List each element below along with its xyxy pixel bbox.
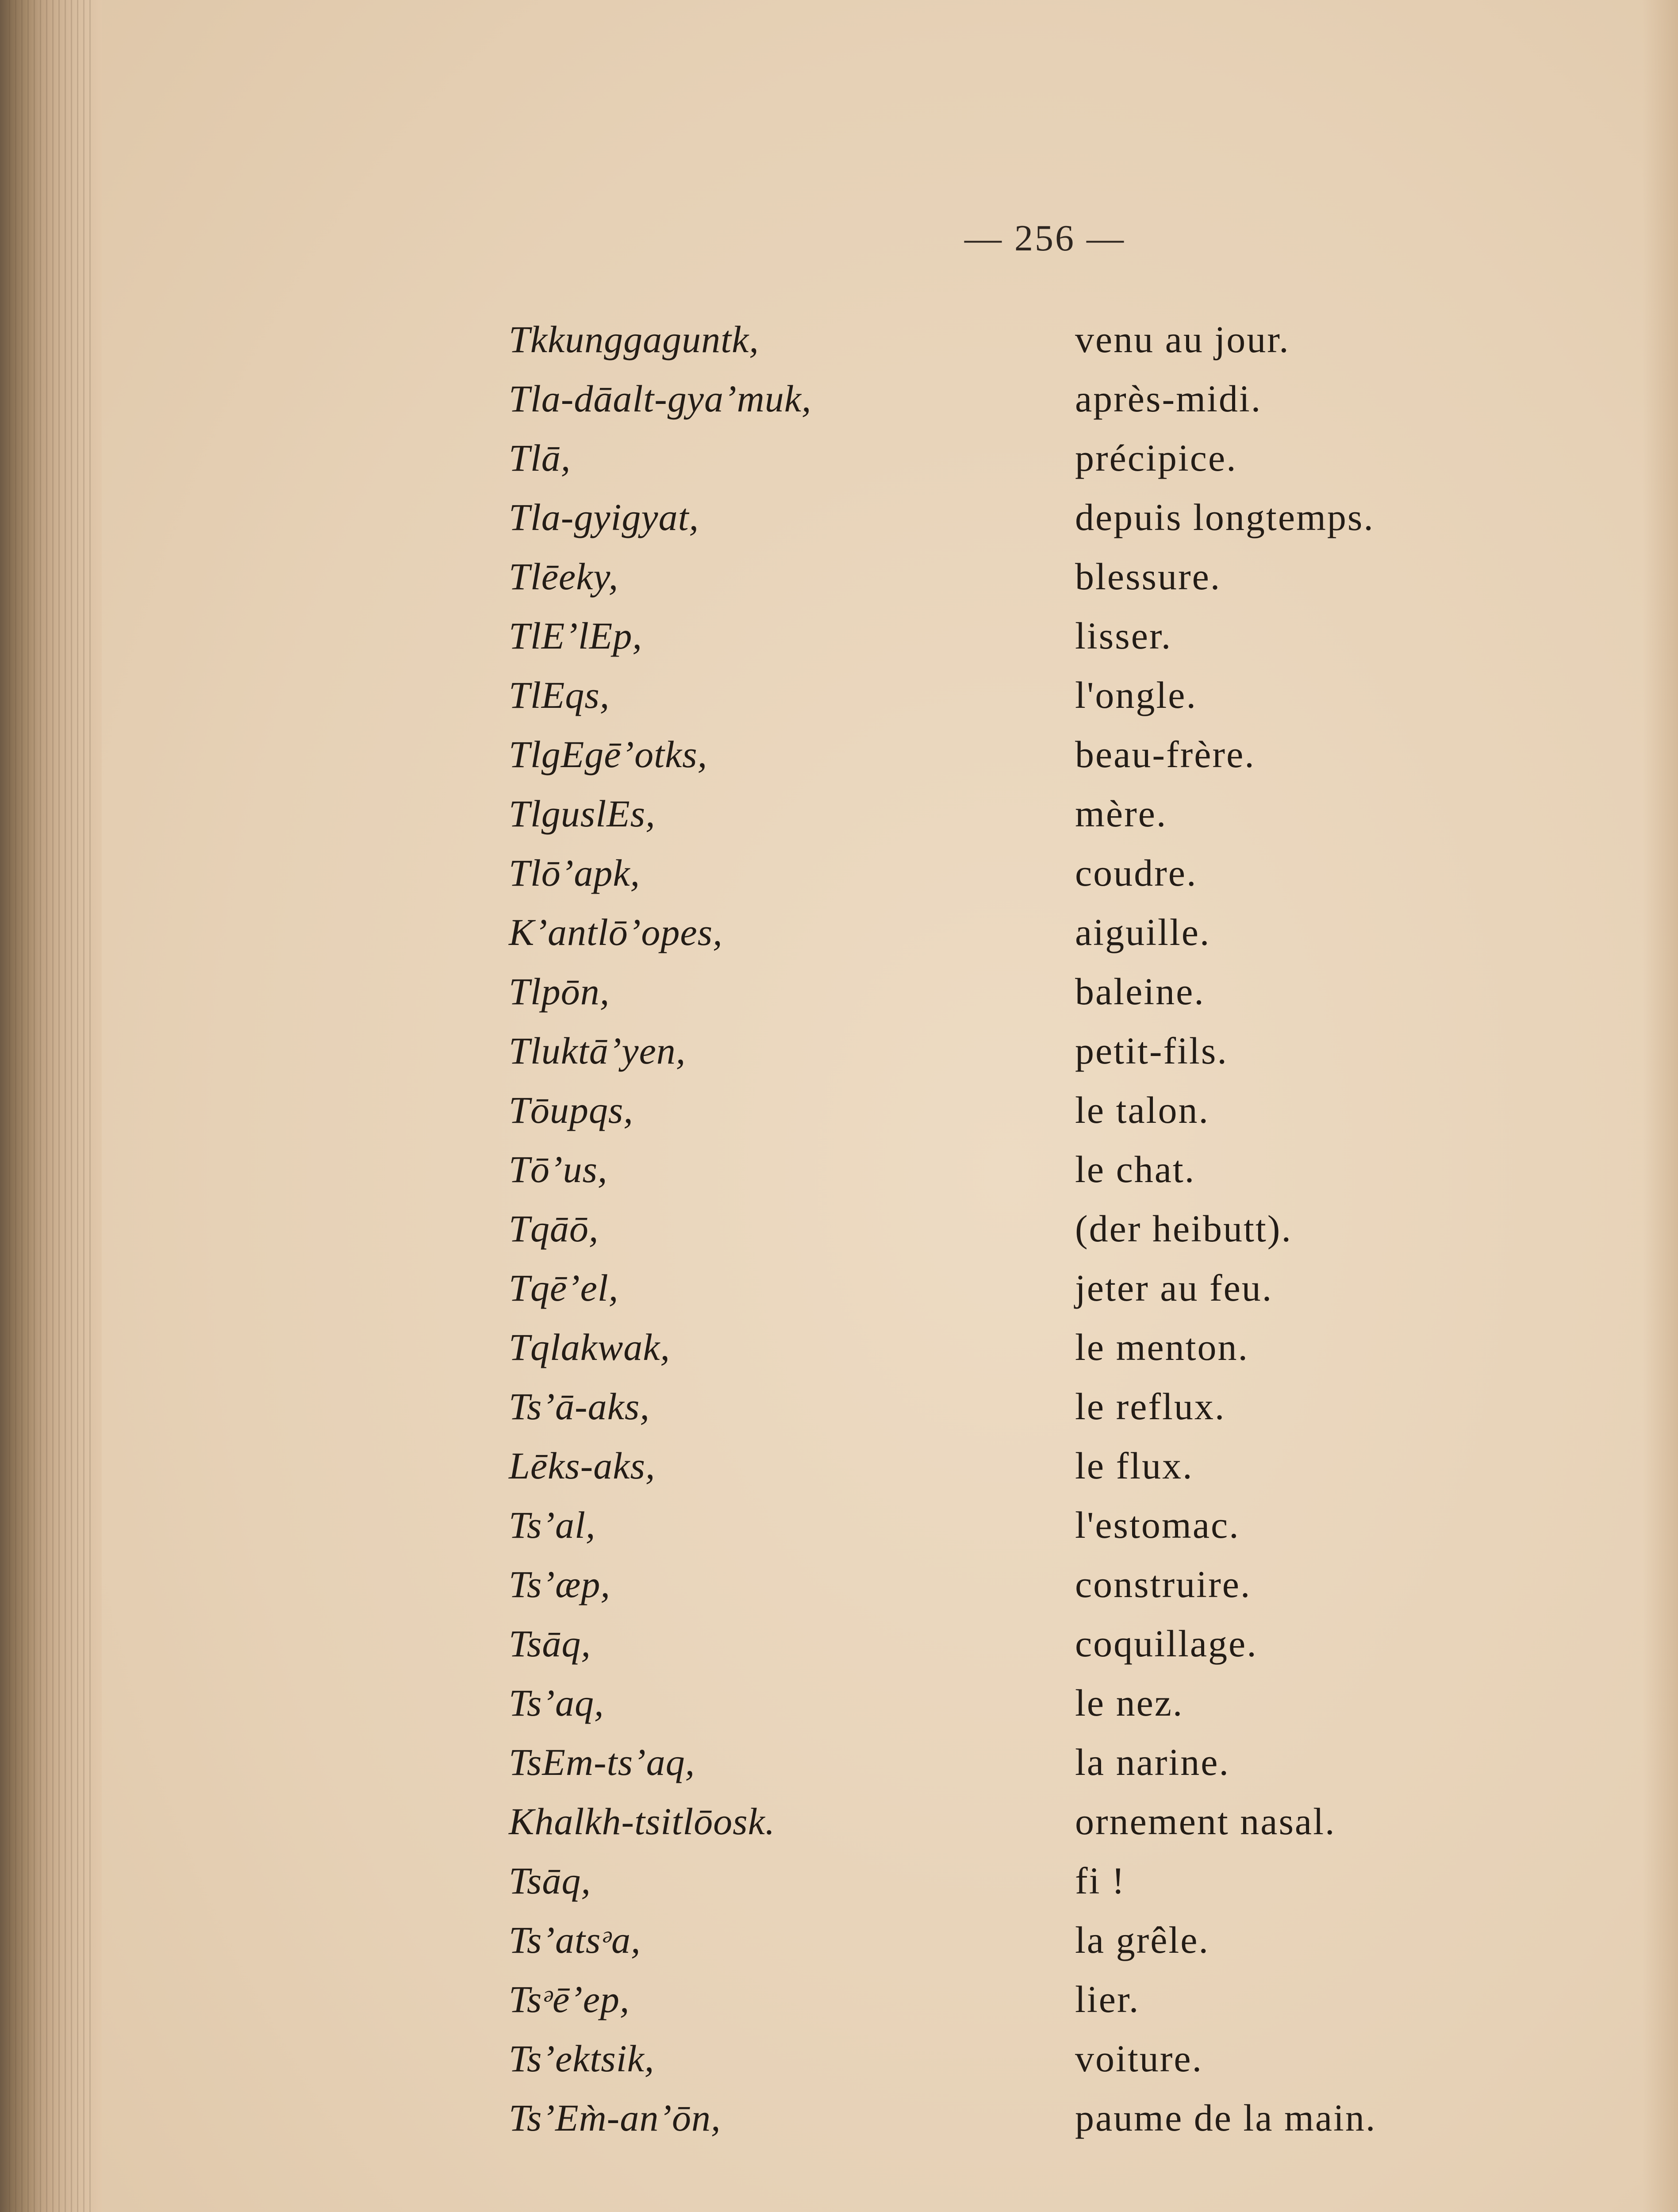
entry-gloss: le nez.	[1075, 1682, 1184, 1724]
entry-term: TsʼEm̀-anʼōn,	[509, 2097, 721, 2139]
entry-term: Tkkunggaguntk,	[509, 318, 759, 361]
vocabulary-entry	[509, 665, 1570, 725]
vocabulary-entry	[509, 2029, 1570, 2088]
entry-gloss: petit-fils.	[1075, 1029, 1228, 1072]
vocabulary-entry	[509, 1080, 1570, 1140]
entry-term: Tsᵊēʼep,	[509, 1978, 630, 2020]
vocabulary-entry	[509, 1258, 1570, 1317]
entry-gloss: fi !	[1075, 1859, 1126, 1902]
page-number: — 256 —	[964, 218, 1125, 259]
entry-gloss: lisser.	[1075, 614, 1172, 657]
entry-term: TlguslEs,	[509, 792, 656, 835]
vocabulary-entry	[509, 1436, 1570, 1495]
entry-gloss: après-midi.	[1075, 377, 1262, 420]
entry-term: Tlpōn,	[509, 970, 610, 1013]
vocabulary-entry	[509, 962, 1570, 1021]
vocabulary-entry	[509, 784, 1570, 843]
vocabulary-entry	[509, 1732, 1570, 1792]
vocabulary-entry	[509, 1555, 1570, 1614]
vocabulary-entry	[509, 902, 1570, 962]
vocabulary-list	[509, 310, 1570, 2147]
entry-term: Tsʼal,	[509, 1504, 596, 1546]
vocabulary-entry	[509, 310, 1570, 369]
vocabulary-entry	[509, 1851, 1570, 1910]
entry-gloss: beau-frère.	[1075, 733, 1256, 776]
entry-gloss: aiguille.	[1075, 911, 1211, 953]
entry-gloss: le flux.	[1075, 1444, 1194, 1487]
entry-term: TlgEgēʼotks,	[509, 733, 708, 776]
entry-term: Lēks-aks,	[509, 1444, 656, 1487]
entry-term: Tlēeky,	[509, 555, 619, 598]
entry-term: Tsāq,	[509, 1859, 591, 1902]
entry-term: Tsʼektsik,	[509, 2037, 655, 2080]
entry-term: Khalkh-tsitlōosk.	[509, 1800, 776, 1843]
vocabulary-entry	[509, 428, 1570, 488]
entry-term: Tsʼaq,	[509, 1682, 604, 1724]
entry-gloss: ornement nasal.	[1075, 1800, 1336, 1843]
entry-term: Tsʼæp,	[509, 1563, 611, 1605]
entry-gloss: paume de la main.	[1075, 2097, 1377, 2139]
vocabulary-entry	[509, 606, 1570, 665]
entry-gloss: l'ongle.	[1075, 674, 1197, 716]
entry-term: Tsʼā-aks,	[509, 1385, 650, 1428]
entry-gloss: l'estomac.	[1075, 1504, 1240, 1546]
entry-gloss: précipice.	[1075, 437, 1237, 479]
vocabulary-entry	[509, 1377, 1570, 1436]
entry-term: Tlōʼapk,	[509, 852, 641, 894]
entry-term: Tlā,	[509, 437, 571, 479]
entry-term: Tqlakwak,	[509, 1326, 670, 1368]
vocabulary-entry	[509, 1317, 1570, 1377]
entry-term: Tōupqs,	[509, 1089, 634, 1131]
vocabulary-entry	[509, 1970, 1570, 2029]
entry-gloss: coudre.	[1075, 852, 1198, 894]
entry-term: TsEm-tsʼaq,	[509, 1741, 695, 1783]
entry-term: Tqēʼel,	[509, 1267, 619, 1309]
vocabulary-entry	[509, 1140, 1570, 1199]
entry-gloss: jeter au feu.	[1075, 1267, 1273, 1309]
entry-gloss: baleine.	[1075, 970, 1205, 1013]
entry-gloss: blessure.	[1075, 555, 1221, 598]
entry-term: Tluktāʼyen,	[509, 1029, 686, 1072]
entry-term: Tla-gyigyat,	[509, 496, 699, 538]
entry-gloss: la grêle.	[1075, 1919, 1210, 1961]
entry-gloss: le chat.	[1075, 1148, 1196, 1190]
entry-gloss: le reflux.	[1075, 1385, 1226, 1428]
page-edges	[9, 0, 93, 2212]
entry-term: TlEʼlEp,	[509, 614, 642, 657]
vocabulary-entry	[509, 488, 1570, 547]
entry-gloss: le menton.	[1075, 1326, 1249, 1368]
vocabulary-entry	[509, 1199, 1570, 1258]
entry-gloss: venu au jour.	[1075, 318, 1290, 361]
vocabulary-entry	[509, 1495, 1570, 1555]
entry-term: Tla-dāalt-gyaʼmuk,	[509, 377, 812, 420]
entry-term: Tōʼus,	[509, 1148, 608, 1190]
entry-gloss: mère.	[1075, 792, 1167, 835]
vocabulary-entry	[509, 1792, 1570, 1851]
entry-gloss: la narine.	[1075, 1741, 1230, 1783]
entry-gloss: le talon.	[1075, 1089, 1210, 1131]
entry-term: Tsʼatsᵊa,	[509, 1919, 641, 1961]
entry-gloss: lier.	[1075, 1978, 1140, 2020]
entry-gloss: (der heibutt).	[1075, 1207, 1292, 1250]
entry-term: Kʼantlōʼopes,	[509, 911, 723, 953]
entry-term: TlEqs,	[509, 674, 610, 716]
entry-gloss: construire.	[1075, 1563, 1252, 1605]
entry-gloss: voiture.	[1075, 2037, 1203, 2080]
vocabulary-entry	[509, 1021, 1570, 1080]
vocabulary-entry	[509, 725, 1570, 784]
vocabulary-entry	[509, 1614, 1570, 1673]
vocabulary-entry	[509, 2088, 1570, 2147]
vocabulary-entry	[509, 1673, 1570, 1732]
entry-term: Tsāq,	[509, 1622, 591, 1665]
vocabulary-entry	[509, 547, 1570, 606]
vocabulary-entry	[509, 369, 1570, 428]
entry-gloss: coquillage.	[1075, 1622, 1258, 1665]
entry-term: Tqāō,	[509, 1207, 599, 1250]
vocabulary-entry	[509, 1910, 1570, 1970]
vocabulary-entry	[509, 843, 1570, 902]
entry-gloss: depuis longtemps.	[1075, 496, 1375, 538]
page-edge-shadow	[1643, 0, 1678, 2212]
